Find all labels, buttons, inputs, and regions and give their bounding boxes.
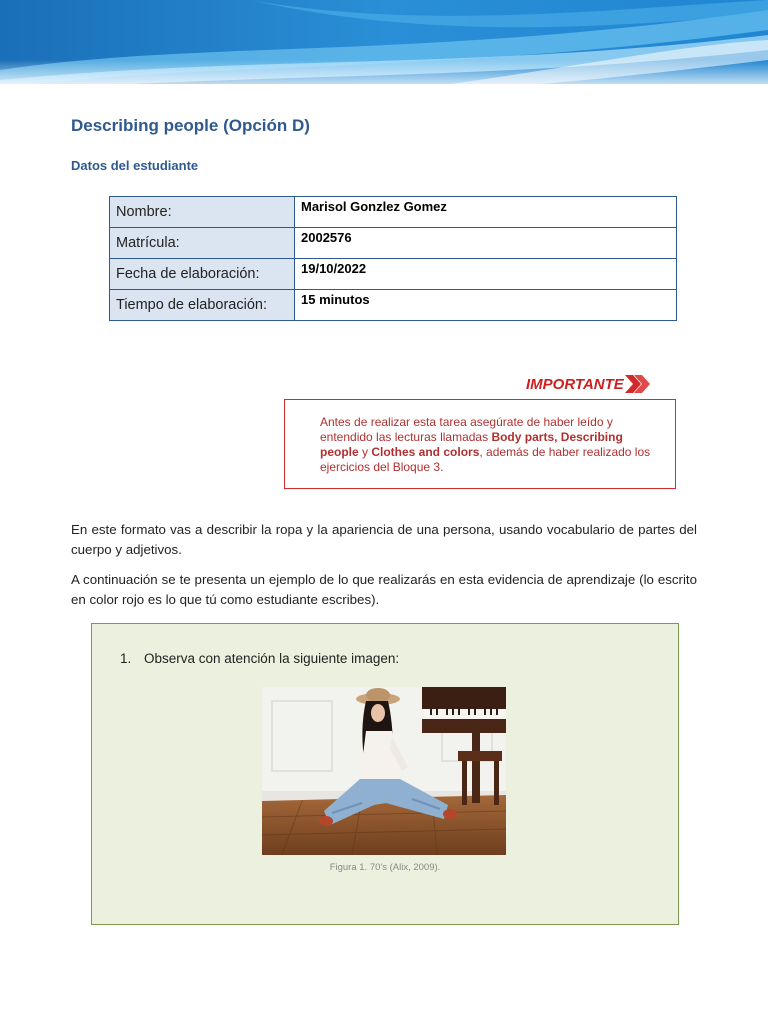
- double-chevron-icon: [622, 372, 652, 401]
- row-value: 19/10/2022: [295, 259, 677, 290]
- row-label: Tiempo de elaboración:: [110, 290, 295, 321]
- student-data-heading: Datos del estudiante: [71, 158, 199, 173]
- note-bold-1: Body parts, Describing people: [320, 430, 623, 459]
- document-title: Describing people (Opción D): [71, 116, 310, 135]
- note-text-3: , además de haber realizado los ejercicios del Bloque 3.: [320, 445, 651, 474]
- header-banner: [0, 0, 768, 96]
- important-note-box: [284, 399, 676, 489]
- row-value: 2002576: [295, 228, 677, 259]
- intro-paragraph-2: A continuación se te presenta un ejemplo de lo que realizarás en esta evidencia de aprendizaje (lo escrito en color rojo es lo que tú como estudiante escribes).: [71, 572, 697, 607]
- row-label: Matrícula:: [110, 228, 295, 259]
- figure-photo: [262, 687, 506, 855]
- table-row: [110, 290, 677, 321]
- important-heading: IMPORTANTE: [526, 376, 624, 393]
- note-bold-2: Clothes and colors: [371, 445, 480, 459]
- row-value: Marisol Gonzlez Gomez: [295, 197, 677, 228]
- exercise-box: [91, 623, 679, 925]
- note-text-1: Antes de realizar esta tarea asegúrate de haber leído y entendido las lecturas llamadas: [320, 415, 613, 444]
- row-label: Fecha de elaboración:: [110, 259, 295, 290]
- row-value: 15 minutos: [295, 290, 677, 321]
- row-label: Nombre:: [110, 197, 295, 228]
- step-text: Observa con atención la siguiente imagen:: [144, 651, 400, 666]
- table-row: [110, 259, 677, 290]
- table-row: [110, 228, 677, 259]
- step-number: 1.: [120, 651, 132, 666]
- table-row: [110, 197, 677, 228]
- student-data-table: [109, 196, 677, 321]
- note-text-2: y: [358, 445, 372, 459]
- exercise-instruction: [120, 651, 399, 666]
- figure-caption: Figura 1. 70's (Alix, 2009).: [329, 862, 441, 873]
- intro-paragraph-1: En este formato vas a describir la ropa y la apariencia de una persona, usando vocabulario de partes del cuerpo y adjetivos.: [71, 522, 697, 557]
